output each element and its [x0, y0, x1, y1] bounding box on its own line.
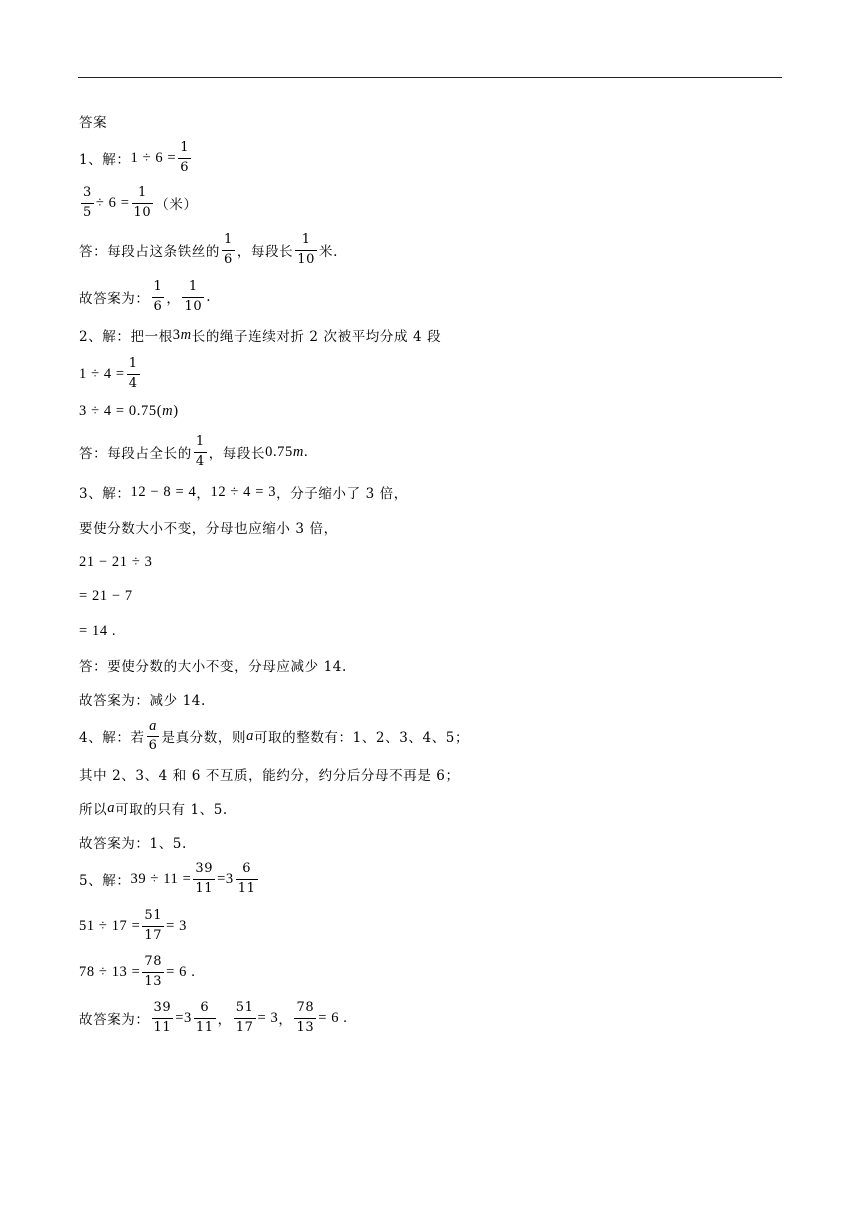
answer-heading: 答案 — [79, 115, 108, 131]
q1-line-2: $\frac{3}{5}$ ÷ 6 = $\frac{1}{10}$ （米） — [83, 185, 198, 220]
fraction: $\frac{1}{4}$ — [128, 356, 138, 391]
q3-line-6: 答：要使分数的大小不变，分母应减少 14. — [79, 659, 347, 675]
q2-line-1: 2、解：把一根 3 m 长的绳子连续对折 2 次被平均分成 4 段 — [79, 326, 442, 345]
q2-line-4: 答：每段占全长的 $\frac{1}{4}$ ，每段长 0.75 m . — [79, 434, 309, 469]
fraction: $\frac{3}{5}$ — [83, 185, 92, 220]
mixed-number: 3 $\frac{6}{11}$ — [225, 861, 256, 896]
fraction: $\frac{39}{11}$ — [153, 1000, 172, 1035]
fraction: $\frac{6}{11}$ — [237, 861, 256, 896]
q4-line-3: 所以 a 可取的只有 1、5. — [79, 799, 228, 818]
q1-line-3: 答：每段占这条铁丝的 $\frac{1}{6}$ ，每段长 $\frac{1}{10}$ 米. — [79, 232, 339, 267]
fraction: $\frac{1}{10}$ — [297, 232, 316, 267]
q5-line-4: 故答案为： $\frac{39}{11}$ = 3 $\frac{6}{11}$ ， $\frac{51}{17}$ = 3 ， $\frac{78}{13}$ = 6 . — [79, 1000, 348, 1035]
q3-line-4: = 21 − 7 — [79, 587, 133, 604]
q2-line-3: 3 ÷ 4 = 0.75( m ) — [79, 402, 179, 419]
q3-line-5: = 14 . — [79, 622, 117, 639]
fraction: $\frac{1}{6}$ — [153, 279, 163, 314]
q4-line-1: 4、解：若 $\frac{a}{6}$ 是真分数，则 a 可取的整数有：1、2、3、4、5； — [79, 718, 470, 754]
mixed-number: 3 $\frac{6}{11}$ — [184, 1000, 214, 1035]
fraction: $\frac{1}{10}$ — [184, 279, 203, 314]
q4-line-2: 其中 2、3、4 和 6 不互质，能约分，约分后分母不再是 6； — [79, 768, 460, 784]
header-rule — [78, 77, 782, 78]
fraction: $\frac{1}{10}$ — [133, 185, 152, 220]
q1-line-4: 故答案为： $\frac{1}{6}$ ， $\frac{1}{10}$ . — [79, 279, 212, 314]
q3-line-3: 21 − 21 ÷ 3 — [79, 553, 153, 570]
q3-line-2: 要使分数大小不变，分母也应缩小 3 倍， — [79, 521, 338, 537]
fraction: $\frac{1}{4}$ — [195, 434, 205, 469]
fraction: $\frac{51}{17}$ — [235, 1000, 254, 1035]
fraction: $\frac{6}{11}$ — [195, 1000, 214, 1035]
fraction: $\frac{1}{6}$ — [224, 232, 233, 267]
q5-line-1: 5、解： 39 ÷ 11 = $\frac{39}{11}$ = 3 $\frac{6}{11}$ — [79, 857, 260, 901]
q5-line-2: 51 ÷ 17 = $\frac{51}{17}$ = 3 — [79, 908, 188, 943]
q1-line-1: 1、解： 1 ÷ 6 = $\frac{1}{6}$ — [79, 140, 190, 175]
fraction: $\frac{39}{11}$ — [195, 861, 214, 896]
q4-line-4: 故答案为：1、5. — [79, 836, 187, 852]
fraction: $\frac{78}{13}$ — [296, 1000, 315, 1035]
fraction: $\frac{1}{6}$ — [180, 140, 190, 175]
q5-line-3: 78 ÷ 13 = $\frac{78}{13}$ = 6 . — [79, 954, 196, 989]
fraction: $\frac{78}{13}$ — [144, 954, 163, 989]
fraction: $\frac{51}{17}$ — [144, 908, 163, 943]
q2-line-2: 1 ÷ 4 = $\frac{1}{4}$ — [79, 356, 138, 391]
q3-line-1: 3、解： 12 − 8 = 4 ， 12 ÷ 4 = 3 ，分子缩小了 3 倍， — [79, 483, 408, 502]
q3-line-7: 故答案为：减少 14. — [79, 693, 206, 709]
fraction: $\frac{a}{6}$ — [148, 718, 158, 754]
